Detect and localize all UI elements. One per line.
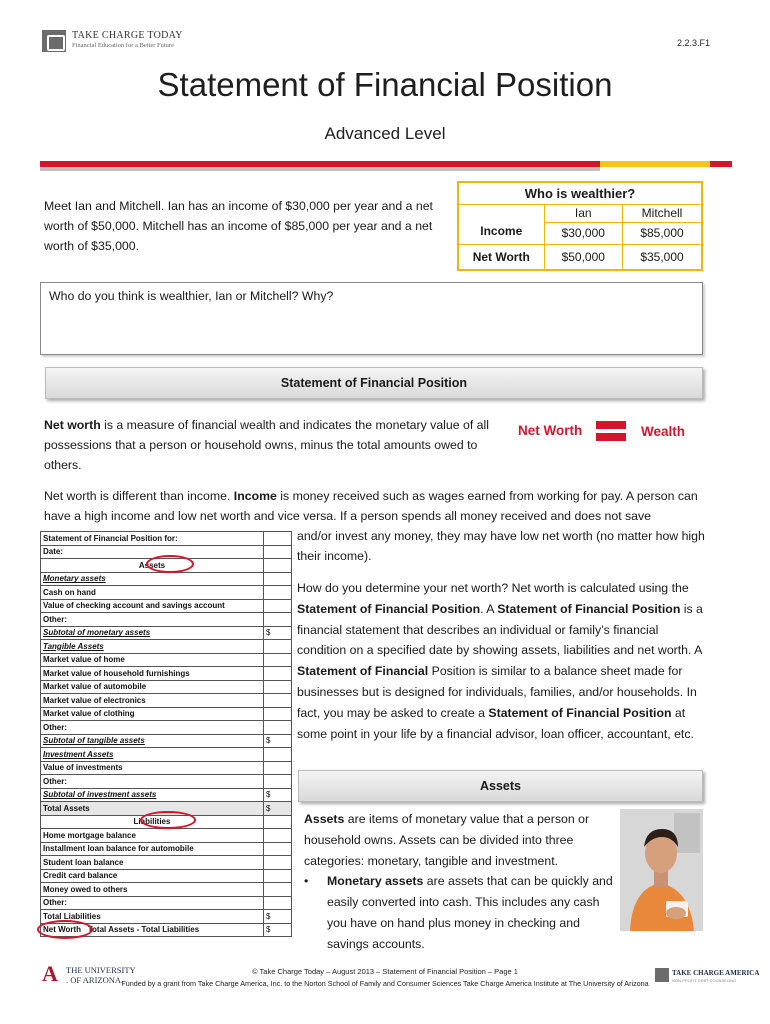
logo-mark-icon [42, 30, 66, 52]
form-total-assets: Total Assets [41, 802, 264, 816]
form-row: Other: [41, 775, 264, 789]
form-row: Cash on hand [41, 586, 264, 600]
monetary-assets-term: Monetary assets [327, 874, 424, 889]
form-dollar: $ [264, 910, 292, 924]
section-header-sfp: Statement of Financial Position [45, 367, 703, 399]
sfp-text-2: . A [480, 601, 498, 616]
form-net-worth-formula: Total Assets - Total Liabilities [87, 925, 200, 935]
form-row: Other: [41, 613, 264, 627]
form-assets-heading: Assets [41, 559, 264, 573]
student-photo [620, 809, 703, 931]
assets-circle [146, 555, 194, 573]
net-worth-circle [37, 920, 93, 939]
logo-name: TAKE CHARGE TODAY [72, 30, 183, 41]
form-dollar: $ [264, 788, 292, 802]
ua-letter-icon: A [42, 961, 58, 986]
column-header-mitchell: Mitchell [623, 204, 702, 222]
question-text: Who do you think is wealthier, Ian or Mitchell? Why? [49, 289, 334, 303]
form-investment-subtotal: Subtotal of investment assets [41, 788, 264, 802]
sfp-bold-4: Statement of Financial Position [488, 705, 672, 720]
sfp-form-example [40, 531, 292, 937]
form-investment-heading: Investment Assets [41, 748, 264, 762]
cell-income-mitchell: $85,000 [623, 222, 702, 244]
column-header-ian: Ian [544, 204, 623, 222]
sfp-text-4: Position is similar to a balance sheet made for businesses but is designed for individuals, families, and/or households. In fact, you may be asked to create a [297, 664, 697, 720]
form-row: Market value of electronics [41, 694, 264, 708]
form-total-liabilities: Total Liabilities [41, 910, 264, 924]
intro-paragraph: Meet Ian and Mitchell. Ian has an income of $30,000 per year and a net worth of $50,000. Mitchell has an income of $85,000 per year and a net worth of $35,000. [44, 199, 433, 253]
form-row: Other: [41, 896, 264, 910]
form-row: Credit card balance [41, 869, 264, 883]
income-text-2: is money received such as wages earned from working for pay. A person can have a high income and low net worth and vice versa. If a person spends all money received and does not save [44, 489, 698, 523]
liabilities-circle [140, 811, 196, 829]
ua-line2: . OF ARIZONA. [66, 975, 124, 985]
form-dollar: $ [264, 626, 292, 640]
take-charge-today-logo [42, 30, 192, 52]
equation-networth: Net Worth [518, 423, 583, 438]
form-row: Value of investments [41, 761, 264, 775]
form-header-owner: Statement of Financial Position for: [41, 532, 264, 546]
page-title: Statement of Financial Position [157, 66, 613, 103]
footer-funding: Funded by a grant from Take Charge America, Inc. to the Norton School of Family and Consumer Sciences Take Charge America Institute at The University of Arizona [121, 979, 649, 988]
sfp-text-3: is a financial statement that describes an individual or family’s financial condition on a specified date by showing assets, liabilities and net worth. A [297, 601, 703, 658]
form-dollar: $ [264, 802, 292, 816]
sfp-paragraph [297, 578, 707, 744]
cell-networth-mitchell: $35,000 [623, 244, 702, 270]
form-liabilities-heading: Liabilities [41, 815, 264, 829]
row-label-income: Income [458, 204, 544, 244]
form-dollar: $ [264, 923, 292, 937]
tca-name: TAKE CHARGE AMERICA [672, 969, 760, 977]
form-row: Money owed to others [41, 883, 264, 897]
footer-copyright: © Take Charge Today – August 2013 – Statement of Financial Position – Page 1 [252, 967, 518, 976]
form-row: Market value of household furnishings [41, 667, 264, 681]
cell-networth-ian: $50,000 [544, 244, 623, 270]
income-term: Income [233, 489, 277, 503]
take-charge-america-logo [655, 968, 760, 988]
monetary-assets-text: are assets that can be quickly and easily converted into cash. This includes any cash you have on hand plus money in checking and savings accounts. [327, 874, 613, 951]
form-row: Market value of automobile [41, 680, 264, 694]
assets-text: are items of monetary value that a person or household owns. Assets can be divided into three categories: monetary, tangible and investment. [304, 812, 590, 868]
form-row: Market value of home [41, 653, 264, 667]
section-header-assets: Assets [298, 770, 703, 802]
header-stripe [40, 161, 730, 173]
form-row: Home mortgage balance [41, 829, 264, 843]
list-item [304, 871, 614, 954]
assets-term: Assets [304, 812, 345, 826]
sfp-bold-3: Statement of Financial [297, 664, 429, 679]
form-row: Value of checking account and savings account [41, 599, 264, 613]
logo-tagline: Financial Education for a Better Future [72, 42, 174, 49]
bullet-icon: • [304, 874, 309, 889]
row-label-networth: Net Worth [458, 244, 544, 270]
form-monetary-subtotal: Subtotal of monetary assets [41, 626, 264, 640]
form-monetary-heading: Monetary assets [41, 572, 264, 586]
income-text-1: Net worth is different than income. [44, 489, 234, 503]
question-answer-box[interactable] [40, 282, 703, 355]
cell-income-ian: $30,000 [544, 222, 623, 244]
comparison-table [457, 181, 703, 271]
document-code: 2.2.3.F1 [676, 38, 710, 48]
sfp-bold-2: Statement of Financial Position [497, 601, 681, 616]
form-tangible-heading: Tangible Assets [41, 640, 264, 654]
equation-wealth: Wealth [641, 424, 686, 439]
income-paragraph-continued: and/or invest any money, they may have low net worth (no matter how high their income). [297, 529, 705, 563]
form-row: Other: [41, 721, 264, 735]
form-tangible-subtotal: Subtotal of tangible assets [41, 734, 264, 748]
form-row: Market value of clothing [41, 707, 264, 721]
income-paragraph [44, 486, 704, 526]
tca-mark-icon [655, 968, 669, 982]
sfp-text-5: at some point in your life by a financial advisor, loan officer, accountant, etc. [297, 705, 694, 741]
networth-definition [44, 415, 509, 475]
networth-definition-text: is a measure of financial wealth and indicates the monetary value of all possessions that a person or household owns, minus the total amounts owed to others. [44, 418, 489, 472]
ua-line1: THE UNIVERSITY [66, 965, 136, 975]
form-row: Student loan balance [41, 856, 264, 870]
form-header-date: Date: [41, 545, 264, 559]
form-net-worth: Net Worth [43, 925, 82, 935]
form-dollar: $ [264, 734, 292, 748]
sfp-text-1: How do you determine your net worth? Net worth is calculated using the [297, 581, 689, 595]
comparison-title: Who is wealthier? [458, 182, 702, 204]
page-subtitle: Advanced Level [324, 124, 446, 143]
tca-subtitle: NON-PROFIT DEBT COUNSELING [672, 978, 737, 983]
sfp-bold-1: Statement of Financial Position [297, 601, 481, 616]
form-row: Installment loan balance for automobile [41, 842, 264, 856]
equals-icon [596, 421, 626, 443]
assets-paragraph [304, 809, 614, 955]
networth-term: Net worth [44, 418, 101, 432]
